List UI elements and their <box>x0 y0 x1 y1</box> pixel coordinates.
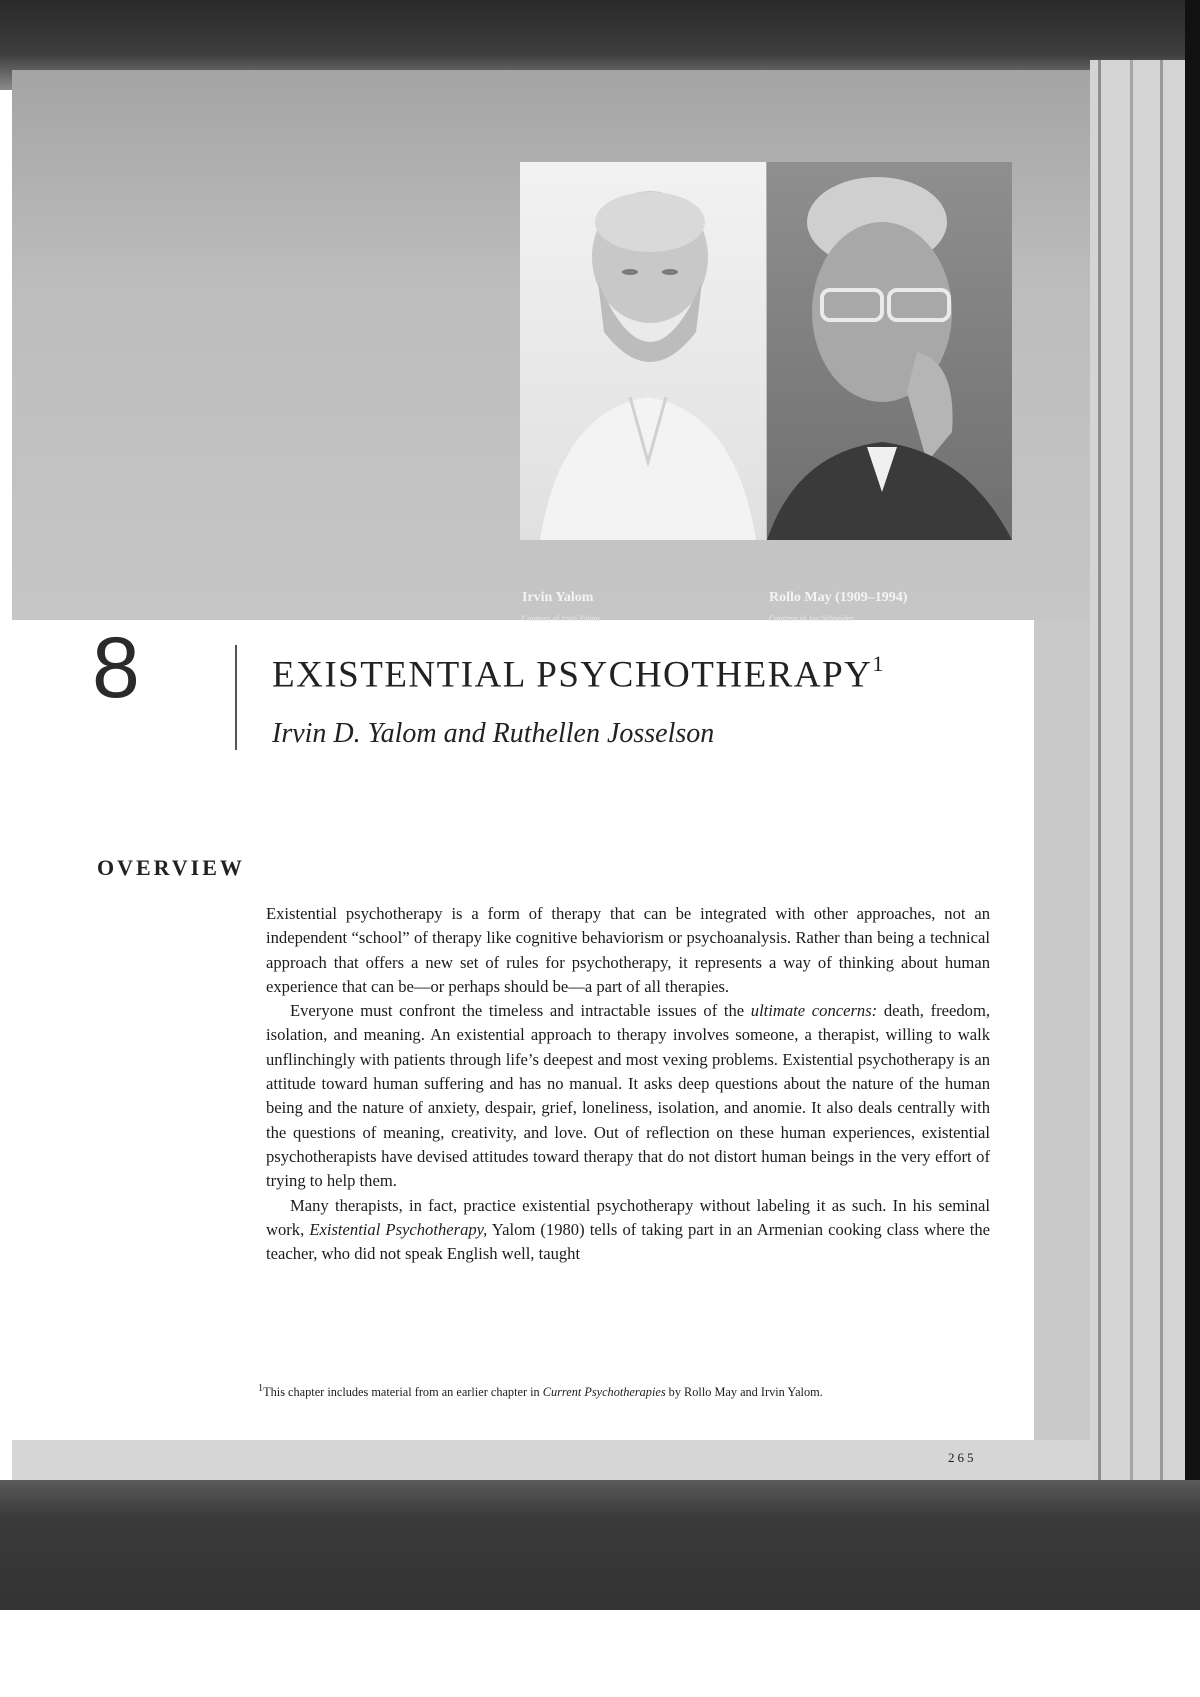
chapter-authors: Irvin D. Yalom and Ruthellen Josselson <box>272 718 715 749</box>
emphasis-text: ultimate concerns: <box>750 1001 878 1021</box>
page-number: 265 <box>948 1450 977 1465</box>
page-bottom-shade <box>12 1440 1090 1480</box>
section-heading: OVERVIEW <box>97 855 245 880</box>
paragraph-text: Existential psychotherapy is a form of therapy that can be integrated with other approaches, not an independent “school” of therapy like cognitive behaviorism or psychoanalysis. Rather than being a technical approach that offers a new set of rules for psychotherapy, it represents a way of thinking about human experience that can be—or perhaps should be—a part of all therapies. <box>266 904 990 996</box>
photo-rollo-may <box>767 162 1012 540</box>
footnote-text: This chapter includes material from an earlier chapter in <box>263 1385 543 1400</box>
page-edge-line <box>1098 60 1101 1480</box>
photo-credit-may: Courtesy of Jan Schneider <box>769 614 854 623</box>
footnote <box>258 1381 998 1400</box>
body-text <box>266 902 990 1266</box>
footnote-mark: 1 <box>258 1383 264 1394</box>
scan-bottom-band <box>0 1480 1200 1610</box>
paragraph <box>266 999 990 1193</box>
portrait-may-image <box>767 162 1012 540</box>
page-right-shade <box>1034 620 1090 1480</box>
scan-bottom-shadow <box>0 1480 1200 1697</box>
photo-irvin-yalom <box>520 162 766 540</box>
footnote-text: by Rollo May and Irvin Yalom. <box>665 1385 823 1400</box>
chapter-title <box>272 653 885 696</box>
paragraph-text: Everyone must confront the timeless and intractable issues of the <box>290 1001 751 1021</box>
chapter-number: 8 <box>92 620 140 716</box>
page-edge-line <box>1130 60 1133 1480</box>
book-page-edges <box>1090 60 1185 1480</box>
portrait-yalom-image <box>520 162 766 540</box>
book-page <box>12 70 1090 1480</box>
paragraph-text: death, freedom, isolation, and meaning. An existential approach to therapy involves someone, a therapist, willing to walk unflinchingly with patients through life’s deepest and most vexing problems. Existential psychotherapy is an attitude toward human suffering and has no manual. It asks deep questions about the nature of the human being and the nature of anxiety, despair, grief, loneliness, isolation, and anomie. It also deals centrally with the questions of meaning, creativity, and love. Out of reflection on these human experiences, existential psychotherapists have devised attitudes toward therapy that do not distort human beings in the very effort of trying to help them. <box>266 1001 990 1191</box>
book-title: Existential Psychotherapy, <box>309 1219 488 1239</box>
paragraph <box>266 902 990 999</box>
title-footnote-mark: 1 <box>872 651 885 676</box>
photo-caption-may: Rollo May (1909–1994) <box>769 590 908 605</box>
footnote-book-title: Current Psychotherapies <box>542 1385 666 1400</box>
photo-caption-yalom: Irvin Yalom <box>522 590 594 605</box>
paragraph-text: Many therapists, in fact, practice existential psychotherapy without labeling it as such. In his seminal work, <box>266 1195 990 1239</box>
chapter-title-text: EXISTENTIAL PSYCHOTHERAPY <box>272 654 873 696</box>
photo-credit-yalom: Courtesy of Irvin Yalom <box>522 614 600 623</box>
paragraph-text: Yalom (1980) tells of taking part in an Armenian cooking class where the teacher, who did not speak English well, taught <box>266 1219 990 1264</box>
page-edge-line <box>1160 60 1163 1480</box>
scan-right-border <box>1185 0 1200 1697</box>
paragraph <box>266 1194 990 1267</box>
chapter-divider <box>235 645 237 750</box>
